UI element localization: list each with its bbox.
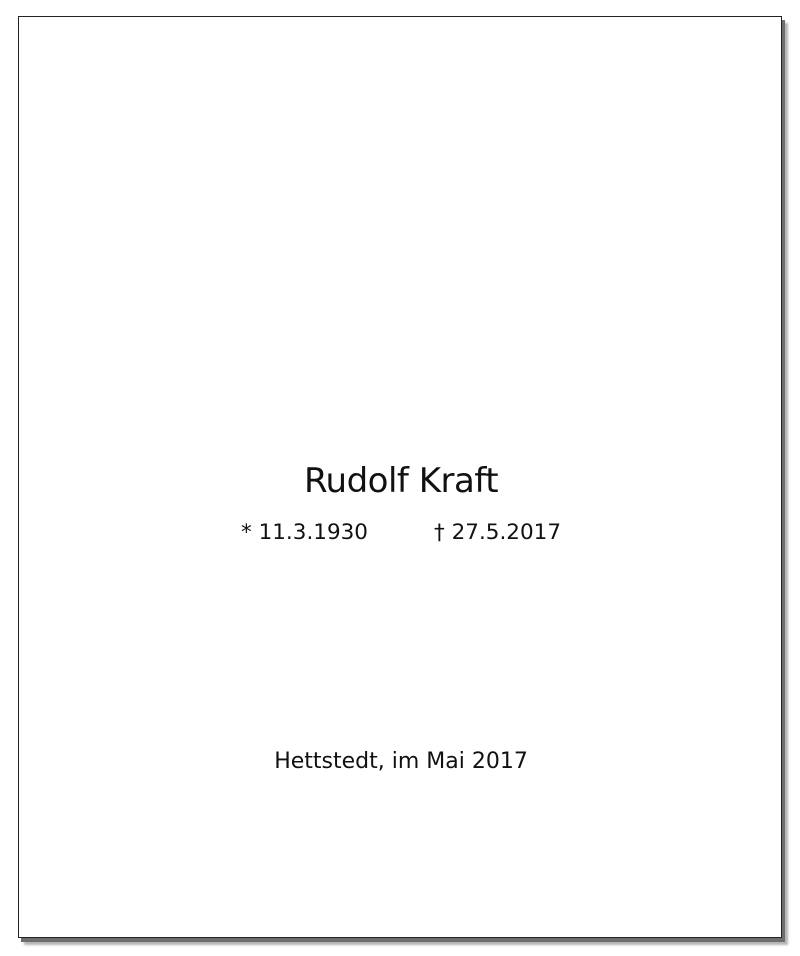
poem-line: [19, 235, 783, 267]
obituary-notice: [18, 16, 782, 938]
deceased-name: Rudolf Kraft: [303, 461, 499, 501]
life-dates: [19, 517, 783, 549]
poem-line: [19, 267, 783, 299]
intro-line: [19, 381, 783, 414]
ceremony-line: [19, 879, 783, 907]
poem-line: [19, 106, 783, 138]
place-date: Hettstedt, im Mai 2017: [274, 749, 528, 774]
poem-line: [19, 171, 783, 203]
ceremony-line: [19, 851, 783, 879]
mourners: [19, 567, 783, 725]
ceremony-info: [19, 796, 783, 906]
poem-line: [19, 139, 783, 171]
mourner-line: [19, 693, 783, 725]
poem-line: [19, 42, 783, 74]
mourner-line: [19, 599, 783, 631]
poem-line: [19, 74, 783, 106]
birth-date: * 11.3.1930: [240, 520, 368, 545]
memorial-poem: [19, 42, 783, 300]
mourners-heading: [19, 567, 783, 599]
farewell-intro: [19, 316, 783, 414]
poem-line: [19, 203, 783, 235]
death-date: † 27.5.2017: [434, 520, 562, 545]
mourner-line: [19, 662, 783, 694]
intro-line: [19, 349, 783, 382]
ceremony-line: [19, 796, 783, 824]
mourner-line: [19, 630, 783, 662]
ceremony-line: [19, 824, 783, 852]
intro-line: [19, 316, 783, 349]
